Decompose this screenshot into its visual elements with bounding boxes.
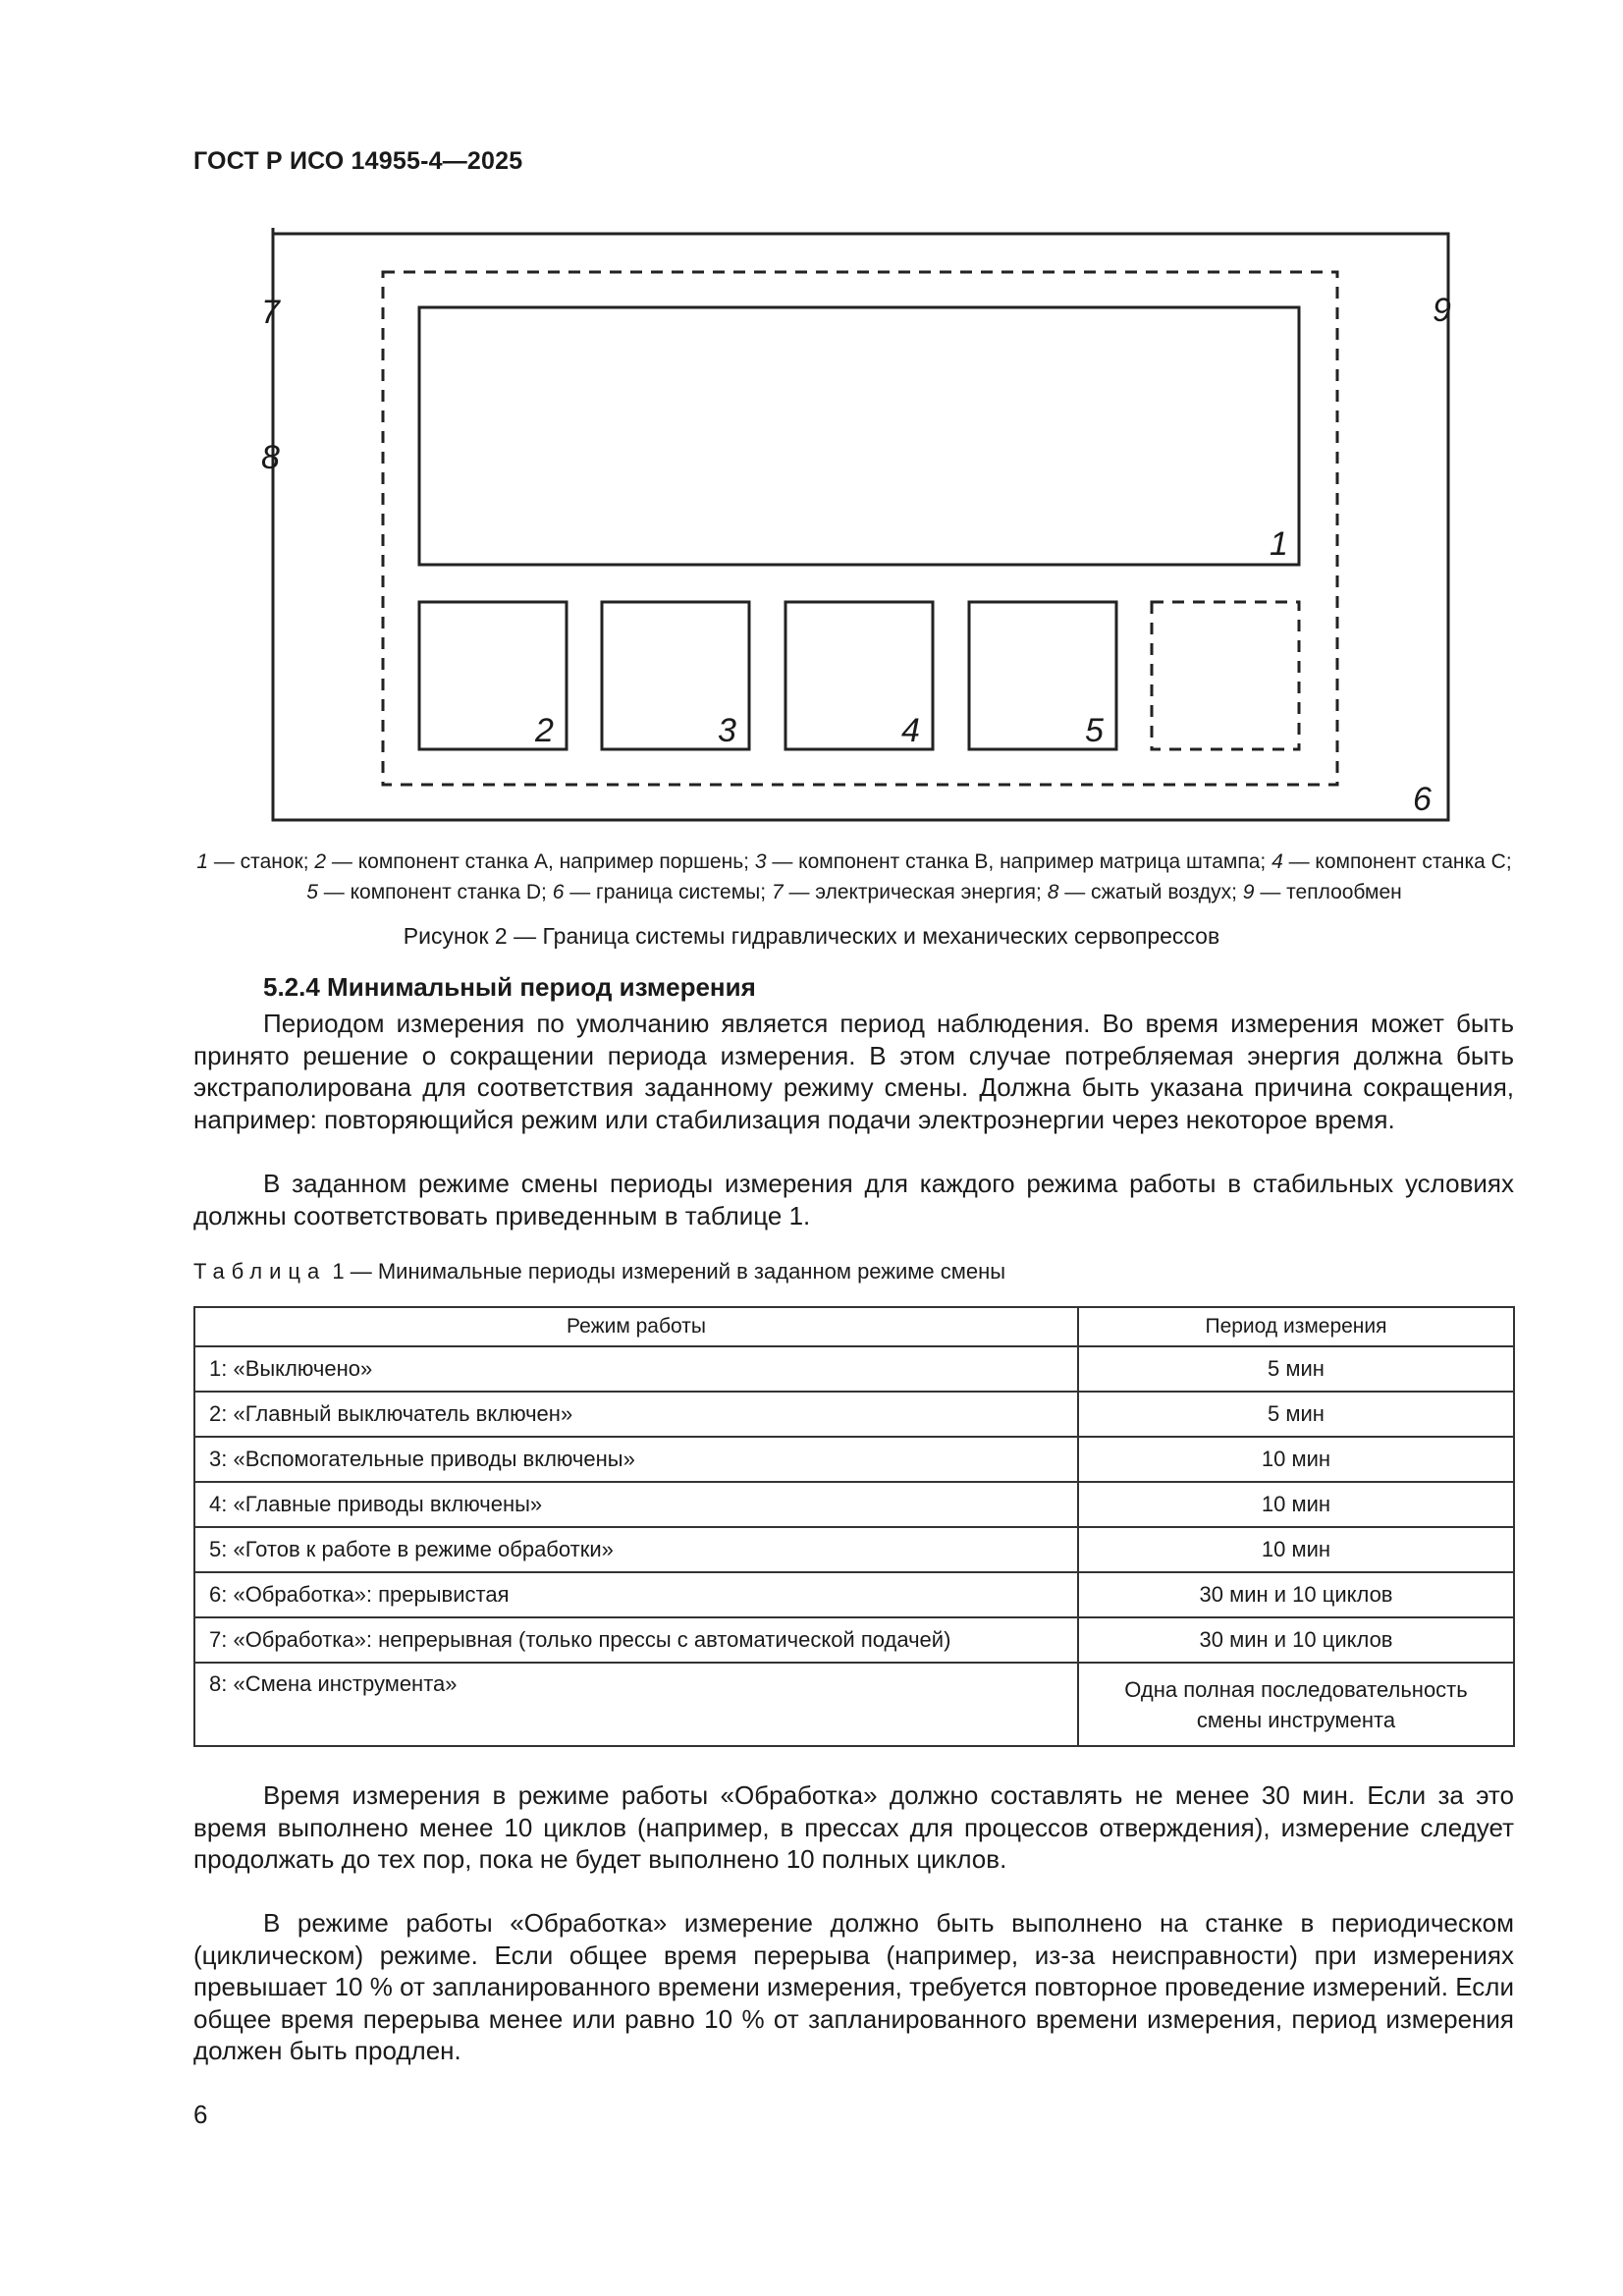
legend-text: — компонент станка A, например поршень; bbox=[326, 850, 755, 873]
cell-mode: 7: «Обработка»: непрерывная (только прессы с автоматической подачей) bbox=[194, 1617, 1078, 1663]
header-period: Период измерения bbox=[1078, 1307, 1514, 1346]
cell-period: 10 мин bbox=[1078, 1527, 1514, 1572]
label-6: 6 bbox=[1413, 781, 1432, 818]
label-4: 4 bbox=[901, 712, 920, 749]
cell-mode: 8: «Смена инструмента» bbox=[194, 1663, 1078, 1746]
cell-period: Одна полная последовательность смены инструмента bbox=[1078, 1663, 1514, 1746]
paragraph: Периодом измерения по умолчанию является период наблюдения. Во время измерения может быть принято решение о сокращении периода измерения. В этом случае потребляемая энергия должна быть экстраполирована для соответствия заданному режиму смены. Должна быть указана причина сокращения, например: повторяющийся режим или стабилизация подачи электроэнергии через некоторое время. bbox=[193, 1009, 1514, 1134]
document-header: ГОСТ Р ИСО 14955-4—2025 bbox=[193, 147, 523, 175]
header-mode: Режим работы bbox=[194, 1307, 1078, 1346]
table-row bbox=[194, 1527, 1514, 1572]
label-7: 7 bbox=[261, 294, 280, 331]
legend-num: 7 bbox=[771, 881, 784, 903]
figure-title: Рисунок 2 — Граница системы гидравлических и механических сервопрессов bbox=[403, 923, 1220, 949]
legend-num: 3 bbox=[754, 850, 767, 873]
table-caption bbox=[193, 1259, 1005, 1285]
label-8: 8 bbox=[261, 439, 280, 476]
page-number: 6 bbox=[193, 2100, 208, 2129]
legend-text: — сжатый воздух; bbox=[1058, 881, 1243, 903]
table-row bbox=[194, 1663, 1514, 1746]
cell-period: 5 мин bbox=[1078, 1346, 1514, 1392]
cell-mode: 4: «Главные приводы включены» bbox=[194, 1482, 1078, 1527]
legend-text: — граница системы; bbox=[564, 881, 772, 903]
paragraph: Время измерения в режиме работы «Обработка» должно составлять не менее 30 мин. Если за это время выполнено менее 10 циклов (например, в прессах для процессов отверждения), измерение следует продолжать до тех пор, пока не будет выполнено 10 полных циклов. bbox=[193, 1780, 1514, 1874]
legend-text: — станок; bbox=[208, 850, 315, 873]
cell-period: 30 мин и 10 циклов bbox=[1078, 1572, 1514, 1617]
table-row bbox=[194, 1437, 1514, 1482]
legend-num: 9 bbox=[1242, 881, 1255, 903]
table-row bbox=[194, 1346, 1514, 1392]
table-row bbox=[194, 1617, 1514, 1663]
label-5: 5 bbox=[1085, 712, 1104, 749]
label-1: 1 bbox=[1270, 525, 1288, 563]
legend-num: 8 bbox=[1047, 881, 1059, 903]
cell-period: 10 мин bbox=[1078, 1482, 1514, 1527]
table-caption-word: Таблица bbox=[193, 1259, 327, 1284]
label-9: 9 bbox=[1433, 292, 1451, 329]
cell-period: 30 мин и 10 циклов bbox=[1078, 1617, 1514, 1663]
legend-text: — теплообмен bbox=[1254, 881, 1402, 903]
system-boundary-diagram bbox=[0, 0, 1623, 845]
cell-mode: 3: «Вспомогательные приводы включены» bbox=[194, 1437, 1078, 1482]
cell-mode: 6: «Обработка»: прерывистая bbox=[194, 1572, 1078, 1617]
legend-num: 4 bbox=[1271, 850, 1283, 873]
measurement-periods-table bbox=[193, 1306, 1515, 1747]
paragraph: В заданном режиме смены периоды измерения для каждого режима работы в стабильных условиях должны соответствовать приведенным в таблице 1. bbox=[193, 1169, 1514, 1230]
legend-num: 5 bbox=[306, 881, 318, 903]
legend-text: — компонент станка D; bbox=[317, 881, 553, 903]
system-boundary bbox=[273, 228, 1448, 820]
table-caption-text: 1 — Минимальные периоды измерений в заданном режиме смены bbox=[332, 1259, 1006, 1284]
legend-num: 6 bbox=[552, 881, 565, 903]
table-row bbox=[194, 1482, 1514, 1527]
machine-dashed-boundary bbox=[383, 272, 1337, 785]
cell-mode: 1: «Выключено» bbox=[194, 1346, 1078, 1392]
table-row bbox=[194, 1572, 1514, 1617]
table-row bbox=[194, 1392, 1514, 1437]
legend-text: — компонент станка C; bbox=[1282, 850, 1512, 873]
cell-period: 5 мин bbox=[1078, 1392, 1514, 1437]
label-3: 3 bbox=[718, 712, 736, 749]
optional-component-box bbox=[1152, 602, 1299, 749]
legend-text: — электрическая энергия; bbox=[783, 881, 1048, 903]
legend-num: 2 bbox=[314, 850, 327, 873]
cell-mode: 5: «Готов к работе в режиме обработки» bbox=[194, 1527, 1078, 1572]
paragraph: В режиме работы «Обработка» измерение должно быть выполнено на станке в периодическом (циклическом) режиме. Если общее время перерыва (например, из-за неисправности) при измерениях превышает 10 % от запланированного времени измерения, требуется повторное проведение измерений. Если общее время перерыва менее или равно 10 % от запланированного времени измерения, период измерения должен быть продлен. bbox=[193, 1908, 1514, 2065]
cell-mode: 2: «Главный выключатель включен» bbox=[194, 1392, 1078, 1437]
legend-text: — компонент станка B, например матрица штампа; bbox=[766, 850, 1272, 873]
machine-box bbox=[419, 307, 1299, 565]
cell-period: 10 мин bbox=[1078, 1437, 1514, 1482]
legend-num: 1 bbox=[196, 850, 209, 873]
section-title: 5.2.4 Минимальный период измерения bbox=[263, 972, 756, 1002]
figure-legend bbox=[191, 847, 1517, 907]
table-header-row bbox=[194, 1307, 1514, 1346]
label-2: 2 bbox=[535, 712, 554, 749]
